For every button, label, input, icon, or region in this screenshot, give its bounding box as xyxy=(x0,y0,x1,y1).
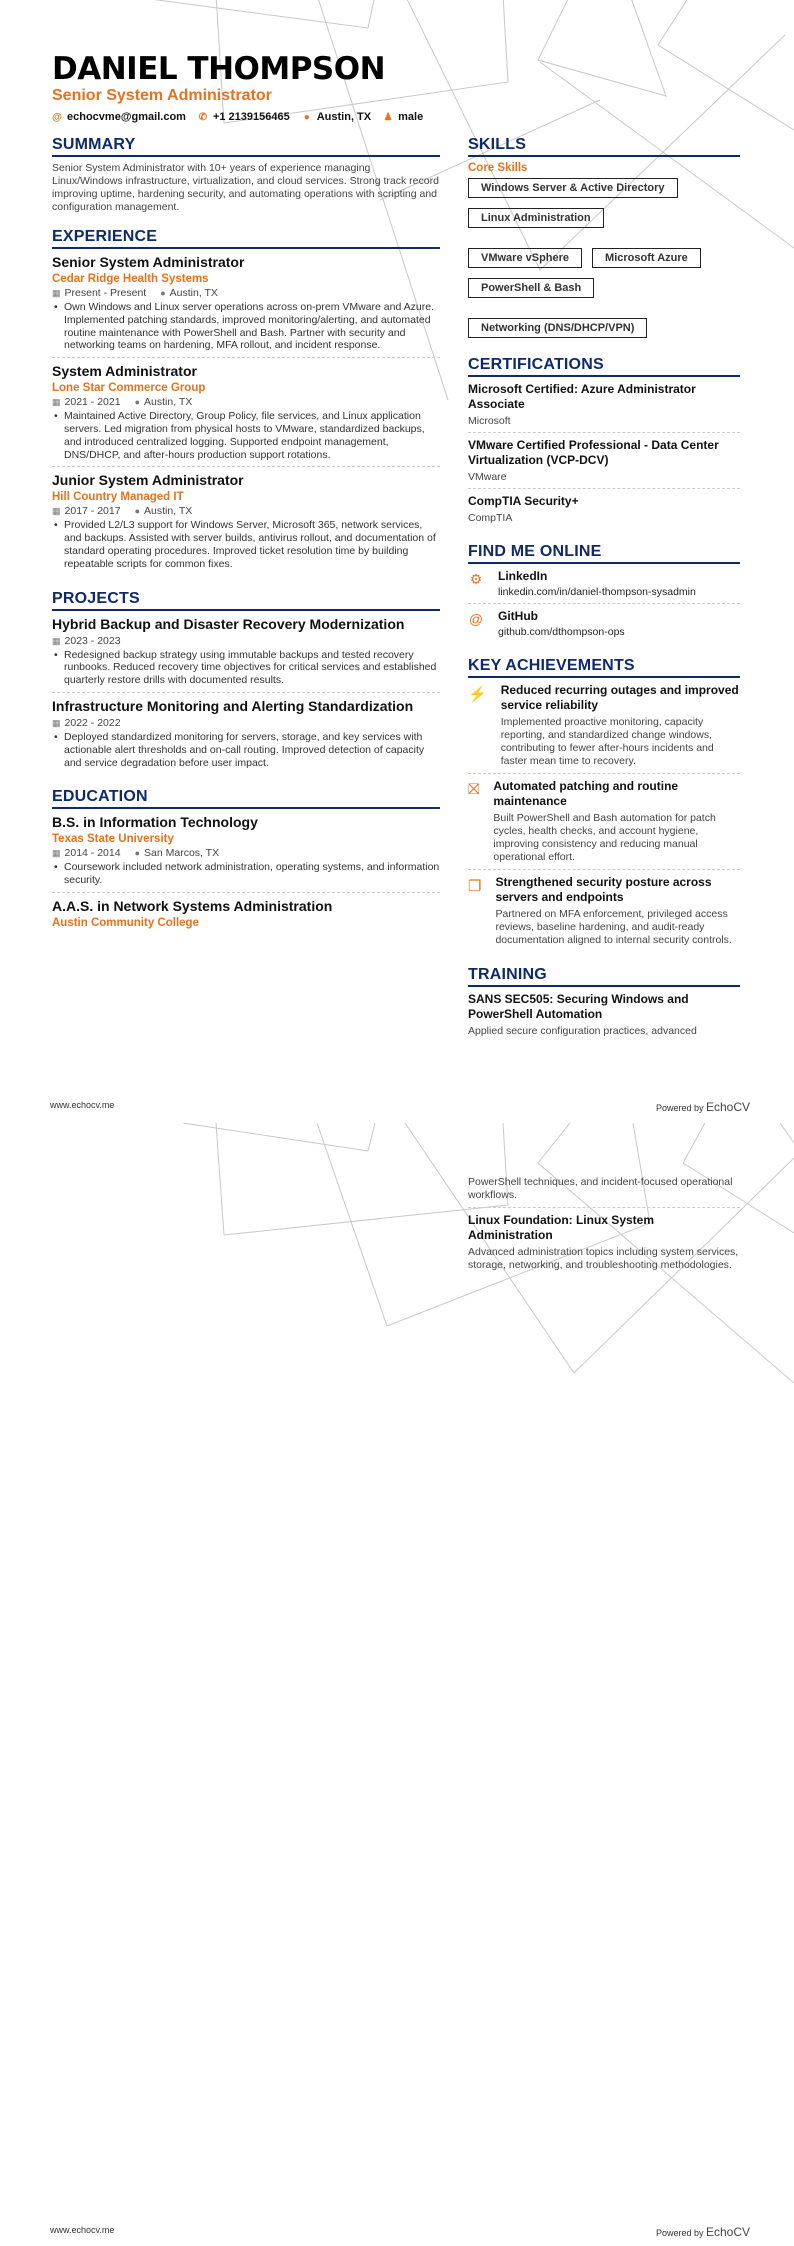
achievement-entry: ⚡ Reduced recurring outages and improved service reliability Implemented proactive monitoring, capacity reporting, and standardized change windows, contributing to fewer after-hours incidents and faster mean time to recovery. xyxy=(468,683,740,774)
experience-entry xyxy=(52,254,440,358)
contact-gender: ♟ male xyxy=(383,111,424,123)
section-title: CERTIFICATIONS xyxy=(468,356,740,377)
job-title: Junior System Administrator xyxy=(52,472,244,489)
summary-section xyxy=(52,136,440,214)
right-column xyxy=(468,136,740,1052)
left-column xyxy=(52,136,440,948)
achievements-section xyxy=(468,657,740,952)
degree-title: B.S. in Information Technology xyxy=(52,814,258,831)
certification-issuer: CompTIA xyxy=(468,512,513,524)
online-profile-github[interactable]: @ GitHub github.com/dthompson-ops xyxy=(468,609,625,638)
skill-tag: VMware vSphere xyxy=(468,248,582,268)
training-entry-continued xyxy=(468,1176,740,1208)
location-icon: ● xyxy=(160,288,166,298)
bullet: • Redesigned backup strategy using immutable backups and tested recovery runbooks. Reduced recovery time objectives for critical services and established quarterly restore drills with documented results. xyxy=(52,649,440,687)
footer-powered-by[interactable]: Powered by EchoCV xyxy=(655,2225,750,2239)
training-desc: Advanced administration topics including system services, storage, networking, and troubleshooting methodologies. xyxy=(468,1246,739,1271)
location-icon: ● xyxy=(134,848,141,859)
page-footer xyxy=(50,2225,750,2239)
contact-email[interactable]: @ echocvme@gmail.com xyxy=(52,111,186,123)
footer-powered-by[interactable]: Powered by EchoCV xyxy=(655,1100,750,1114)
education-entry xyxy=(52,814,440,893)
bullet: • Coursework included network administration, operating systems, and information security. xyxy=(52,861,440,887)
skills-group-title: Core Skills xyxy=(468,162,528,174)
entry-meta: ▦ 2022 - 2022 xyxy=(52,716,121,729)
experience-entry xyxy=(52,472,440,575)
company-name: Hill Country Managed IT xyxy=(52,491,184,504)
skill-tag: Windows Server & Active Directory xyxy=(468,178,678,198)
job-title: System Administrator xyxy=(52,363,197,380)
skills-section xyxy=(468,136,740,338)
person-icon: ♟ xyxy=(383,111,393,123)
phone-icon: ✆ xyxy=(198,111,208,123)
training-title: Linux Foundation: Linux System Administration xyxy=(468,1213,654,1242)
calendar-icon: ▦ xyxy=(52,288,61,298)
achievement-entry: ❐ Strengthened security posture across servers and endpoints Partnered on MFA enforcement, privileged access reviews, baseline hardening, and audit-ready documentation aligned to internal security controls. xyxy=(468,875,732,946)
section-title: SUMMARY xyxy=(52,136,440,157)
entry-meta: ▦ 2014 - 2014 ● San Marcos, TX xyxy=(52,847,220,860)
project-entry xyxy=(52,616,440,693)
training-section xyxy=(468,966,740,1038)
candidate-role: Senior System Administrator xyxy=(52,87,272,104)
calendar-icon: ▦ xyxy=(52,848,61,859)
online-profile-linkedin[interactable]: ⚙ LinkedIn linkedin.com/in/daniel-thompson-sysadmin xyxy=(468,569,740,604)
section-title: FIND ME ONLINE xyxy=(468,543,740,564)
certification-title: VMware Certified Professional - Data Center Virtualization (VCP-DCV) xyxy=(468,438,719,467)
right-column-page2 xyxy=(468,1173,740,1282)
school-name: Texas State University xyxy=(52,833,174,846)
resume-header xyxy=(52,52,423,123)
project-entry xyxy=(52,698,440,774)
training-title: SANS SEC505: Securing Windows and PowerShell Automation xyxy=(468,992,689,1021)
footer-website[interactable]: www.echocv.me xyxy=(50,2225,115,2235)
training-desc: PowerShell techniques, and incident-focused operational workflows. xyxy=(468,1176,733,1201)
certification-title: Microsoft Certified: Azure Administrator Associate xyxy=(468,382,696,411)
at-icon: @ xyxy=(52,111,62,123)
bookmark-slash-icon: ⛝ xyxy=(468,781,480,798)
certification-entry xyxy=(468,438,740,489)
skill-tag: Microsoft Azure xyxy=(592,248,701,268)
bullet: • Own Windows and Linux server operations across on-prem VMware and Azure. Implemented patching standards, improved monitoring/alerting, and automated routine maintenance with PowerShell and Bash. Partner with security and networking teams on hardening, MFA rollout, and incident response. xyxy=(52,301,440,352)
education-section xyxy=(52,788,440,934)
achievement-entry: ⛝ Automated patching and routine maintenance Built PowerShell and Bash automation for patch cycles, health checks, and account hygiene, improving consistency and reducing manual operational effort. xyxy=(468,779,740,870)
experience-section xyxy=(52,228,440,576)
bullet: • Maintained Active Directory, Group Policy, file services, and Linux application servers. Led migration from physical hosts to VMware, standardized backups, and introduced centralized logging. Supported endpoint management, DNS/DHCP, and after-hours production support rotations. xyxy=(52,410,440,461)
certification-issuer: VMware xyxy=(468,471,507,483)
entry-meta: ▦ 2021 - 2021 ● Austin, TX xyxy=(52,396,193,409)
candidate-name: DANIEL THOMPSON xyxy=(52,51,386,87)
section-title: PROJECTS xyxy=(52,590,440,611)
skill-tag: PowerShell & Bash xyxy=(468,278,594,298)
location-icon: ● xyxy=(303,111,310,123)
training-entry xyxy=(468,992,740,1038)
training-desc: Applied secure configuration practices, advanced xyxy=(468,1025,697,1037)
profile-link[interactable]: linkedin.com/in/daniel-thompson-sysadmin xyxy=(498,586,696,598)
company-name: Lone Star Commerce Group xyxy=(52,382,206,395)
project-title: Infrastructure Monitoring and Alerting Standardization xyxy=(52,697,414,714)
degree-title: A.A.S. in Network Systems Administration xyxy=(52,897,333,914)
certification-issuer: Microsoft xyxy=(468,415,511,427)
job-title: Senior System Administrator xyxy=(52,254,245,270)
certifications-section xyxy=(468,356,740,529)
calendar-icon: ▦ xyxy=(52,635,61,646)
school-name: Austin Community College xyxy=(52,916,199,929)
summary-text: Senior System Administrator with 10+ years of experience managing Linux/Windows infrastructure, virtualization, and cloud services. Strong track record improving uptime, hardening security, and automating operations with scripting and configuration management. xyxy=(52,162,439,213)
contact-location: ● Austin, TX xyxy=(303,111,372,123)
company-name: Cedar Ridge Health Systems xyxy=(52,273,209,285)
lightning-icon: ⚡ xyxy=(468,686,487,703)
skill-tag: Networking (DNS/DHCP/VPN) xyxy=(468,318,647,338)
online-section xyxy=(468,543,740,643)
copy-icon: ❐ xyxy=(468,878,482,895)
contact-phone[interactable]: ✆ +1 2139156465 xyxy=(198,111,290,123)
entry-meta: ▦ Present - Present ● Austin, TX xyxy=(52,287,218,299)
section-title: SKILLS xyxy=(468,136,740,157)
section-title: TRAINING xyxy=(468,966,740,987)
section-title: EDUCATION xyxy=(52,788,440,809)
contact-bar xyxy=(52,111,423,123)
certification-entry xyxy=(468,382,740,433)
certification-title: CompTIA Security+ xyxy=(468,494,579,508)
at-icon: @ xyxy=(468,611,484,627)
calendar-icon: ▦ xyxy=(52,397,61,408)
projects-section xyxy=(52,590,440,775)
education-entry xyxy=(52,898,440,934)
training-entry xyxy=(468,1213,740,1277)
skill-tag: Linux Administration xyxy=(468,208,604,228)
bullet: • Provided L2/L3 support for Windows Server, Microsoft 365, network services, and backups. Assisted with server builds, antivirus rollout, and documentation of standard operating procedures. Improved ticket resolution time by building repeatable scripts for common fixes. xyxy=(52,519,440,570)
entry-meta: ▦ 2017 - 2017 ● Austin, TX xyxy=(52,505,193,518)
skills-list xyxy=(468,178,740,338)
certification-entry xyxy=(468,494,740,529)
calendar-icon: ▦ xyxy=(52,506,61,517)
profile-link[interactable]: github.com/dthompson-ops xyxy=(498,626,625,638)
footer-website[interactable]: www.echocv.me xyxy=(50,1100,115,1110)
entry-meta: ▦ 2023 - 2023 xyxy=(52,634,121,647)
experience-entry xyxy=(52,363,440,467)
section-title: KEY ACHIEVEMENTS xyxy=(468,657,740,678)
bullet: • Deployed standardized monitoring for servers, storage, and key services with actionable alert thresholds and on-call routing. Improved detection of capacity and service degradation before user impact. xyxy=(52,731,440,769)
location-icon: ● xyxy=(134,397,141,408)
location-icon: ● xyxy=(134,506,141,517)
page-footer xyxy=(50,1100,750,1114)
section-title: EXPERIENCE xyxy=(52,228,440,249)
project-title: Hybrid Backup and Disaster Recovery Modernization xyxy=(52,615,405,632)
calendar-icon: ▦ xyxy=(52,717,61,728)
linkedin-icon: ⚙ xyxy=(469,571,483,587)
